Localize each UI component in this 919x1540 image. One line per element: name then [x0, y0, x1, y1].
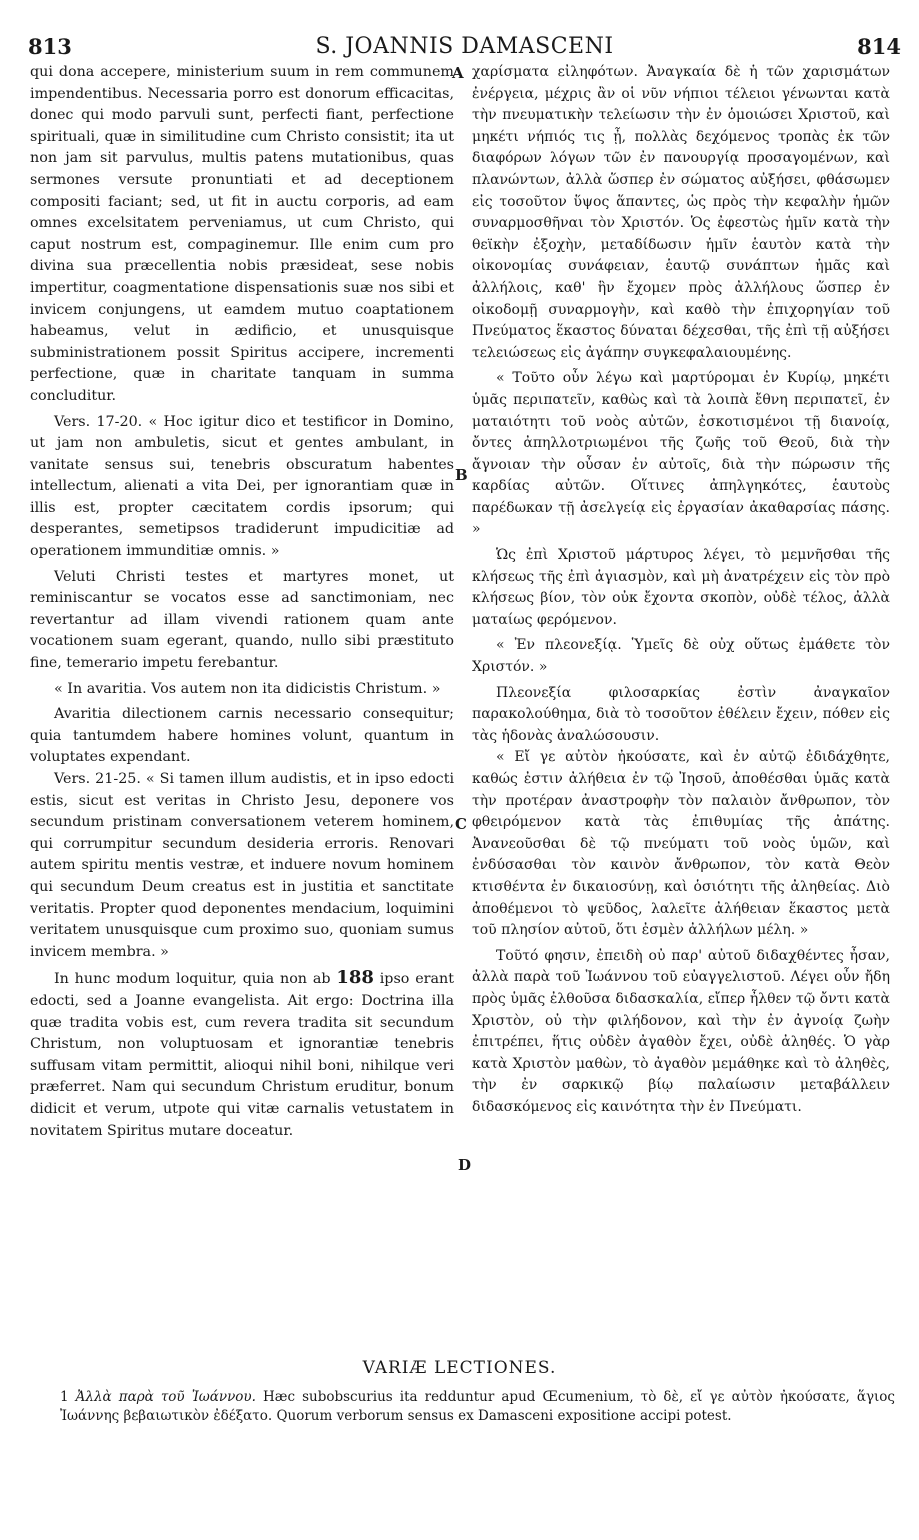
variae-lectiones-note	[60, 1388, 895, 1426]
commentary-text: In hunc modum loquitur, quia non ab	[54, 971, 331, 988]
latin-paragraph	[30, 769, 454, 963]
running-header	[28, 34, 901, 64]
latin-paragraph	[30, 967, 454, 1142]
note-number: 1	[60, 1389, 69, 1405]
greek-paragraph: Ὡς ἐπὶ Χριστοῦ μάρτυρος λέγει, τὸ μεμνῆσθαι τῆς κλήσεως τῆς ἐπὶ ἁγιασμὸν, καὶ μὴ ἀνατρέχειν εἰς τὸν πρὸ κλήσεως βίον, τὸν οὐκ ἔχοντα σκοπὸν, οὐδὲ τέλος, ἀλλὰ ματαίως φερόμενον.	[472, 547, 890, 628]
verse-text: « Hoc igitur dico et testificor in Domino, ut jam non ambuletis, sicut et gentes ambulant, in vanitate sensus sui, tenebris obscuratum habentes intellectum, alienati a vita Dei, per ignorantiam quæ in illis est, propter cæcitatem cordis ipsorum; qui desperantes, semetipsos tradiderunt impudicitiæ ad operationem immunditiæ omnis. »	[30, 413, 454, 560]
running-title: S. JOANNIS DAMASCENI	[315, 34, 614, 59]
verse-reference: Vers. 21-25.	[54, 771, 141, 787]
latin-column	[30, 62, 454, 1142]
commentary-text: ipso erant edocti, sed a Joanne evangelista. Ait ergo: Doctrina illa quæ tradita vobis est, cum revera tradita sit secundum Christum, non voluptuosam et ignorantiæ tenebris suffusam vitam permittit, alioqui nihil boni, nihilque veri præferret. Nam qui secundum Christum eruditur, bonum didicit et verum, utpote qui vitæ carnalis vetustatem in novitatem Spiritus mutare doceatur.	[30, 971, 454, 1139]
latin-paragraph: Avaritia dilectionem carnis necessario consequitur; quia tantumdem habere homines volunt, quantum in voluptates expendant.	[30, 706, 454, 766]
section-marker-a: A	[452, 64, 464, 82]
section-marker-d: D	[458, 1156, 472, 1174]
latin-paragraph: « In avaritia. Vos autem non ita didicistis Christum. »	[54, 680, 441, 697]
note-text: Hæc subobscurius ita redduntur apud Œcumenium, τὸ δὲ, εἴ γε αὐτὸν ἠκούσατε, ἅγιος Ἰωάννης βεβαιωτικὸν ἐδέξατο. Quorum verborum sensus ex Damasceni expositione accipi potest.	[60, 1389, 895, 1424]
page-number-right: 814	[857, 34, 901, 59]
latin-paragraph: qui dona accepere, ministerium suum in rem communem impendentibus. Necessaria porro est donorum efficacitas, donec qui modo parvuli sunt, perfecti fiant, perfectione spirituali, quæ in similitudine cum Christo consistit; ita ut non jam sit parvulus, multis patens mutationibus, quas sermones versute pronuntiati et ad deceptionem compositi faciant; sed, ut fit in auctu corporis, ad eam omnes excelsitatem perveniamus, ut cum Christo, qui caput nostrum est, compaginemur. Ille enim cum pro divina sua præcellentia nobis præsideat, sese nobis impertitur, coagmentatione dispensationis suæ nos sibi et invicem conjungens, ut eamdem mutuo coaptationem habeamus, velut in ædificio, et unusquisque subministrationem possit Spiritus accipere, incrementi perfectione, quæ in charitate tanquam in summa concluditur.	[30, 64, 454, 404]
variae-lectiones-heading: VARIÆ LECTIONES.	[362, 1358, 557, 1378]
verse-text: « Si tamen illum audistis, et in ipso edocti estis, sicut est veritas in Christo Jesu, deponere vos secundum pristinam conversationem veterem hominem, qui corrumpitur secundum desideria erroris. Renovari autem spiritu mentis vestræ, et induere novum hominem qui secundum Deum creatus est in justitia et sanctitate veritatis. Propter quod deponentes mendacium, loquimini veritatem unusquisque cum proximo suo, quoniam sumus invicem membra. »	[30, 771, 455, 960]
column-number: 188	[336, 967, 374, 989]
greek-paragraph: « Τοῦτο οὖν λέγω καὶ μαρτύρομαι ἐν Κυρίῳ, μηκέτι ὑμᾶς περιπατεῖν, καθὼς καὶ τὰ λοιπὰ ἔθνη περιπατεῖ, ἐν ματαιότητι τοῦ νοὸς αὐτῶν, ἐσκοτισμένοι τῇ διανοίᾳ, ὄντες ἀπηλλοτριωμένοι τῆς ζωῆς τοῦ Θεοῦ, διὰ τὴν ἄγνοιαν τὴν οὖσαν ἐν αὐτοῖς, διὰ τὴν πώρωσιν τῆς καρδίας αὐτῶν. Οἵτινες ἀπηλγηκότες, ἑαυτοὺς παρέδωκαν τῇ ἀσελγείᾳ εἰς ἐργασίαν ἀκαθαρσίας πάσης. »	[472, 370, 890, 538]
latin-paragraph: Veluti Christi testes et martyres monet, ut reminiscantur se vocatos esse ad sanctimoniam, nec revertantur ad illam vivendi rationem quam ante vocationem suam egerant, quando, nullo sibi præstituto fine, temerario impetu ferebantur.	[30, 568, 454, 672]
greek-paragraph: « Εἴ γε αὐτὸν ἠκούσατε, καὶ ἐν αὐτῷ ἐδιδάχθητε, καθώς ἐστιν ἀλήθεια ἐν τῷ Ἰησοῦ, ἀποθέσθαι ὑμᾶς κατὰ τὴν προτέραν ἀναστροφὴν τὸν παλαιὸν ἄνθρωπον, τὸν φθειρόμενον κατὰ τὰς ἐπιθυμίας τῆς ἀπάτης. Ἀνανεοῦσθαι δὲ τῷ πνεύματι τοῦ νοὸς ὑμῶν, καὶ ἐνδύσασθαι τὸν καινὸν ἄνθρωπον, τὸν κατὰ Θεὸν κτισθέντα ἐν δικαιοσύνῃ, καὶ ὁσιότητι τῆς ἀληθείας. Διὸ ἀποθέμενοι τὸ ψεῦδος, λαλεῖτε ἀλήθειαν ἕκαστος μετὰ τοῦ πλησίον αὐτοῦ, ὅτι ἐσμὲν ἀλλήλων μέλη. »	[472, 749, 890, 939]
section-marker-b: B	[455, 466, 468, 484]
verse-reference: Vers. 17-20.	[54, 413, 143, 430]
page-number-left: 813	[28, 34, 72, 59]
latin-paragraph	[30, 412, 454, 563]
greek-paragraph: Πλεονεξία φιλοσαρκίας ἐστὶν ἀναγκαῖον παρακολούθημα, διὰ τὸ τοσοῦτον ἐθέλειν ἔχειν, πόθεν εἰς τὰς ἡδονὰς ἀναλώσουσιν.	[472, 684, 890, 744]
section-marker-c: C	[455, 815, 467, 833]
greek-paragraph: χαρίσματα εἰληφότων. Ἀναγκαία δὲ ἡ τῶν χαρισμάτων ἐνέργεια, μέχρις ἂν οἱ νῦν νήπιοι τέλειοι γένωνται κατὰ τὴν πνευματικὴν τελείωσιν τὴν ἐν ὁμοιώσει Χριστοῦ, καὶ μηκέτι νήπιός τις ᾖ, πολλὰς δεχόμενος τροπὰς ἐκ τῶν διαφόρων λόγων τῶν ἐν πανουργίᾳ προσαγομένων, καὶ πλανώντων, ἀλλὰ ὥσπερ ἐν σώματος αὐξήσει, φθάσωμεν εἰς τοσοῦτον ὕψος ἅπαντες, ὡς πρὸς τὴν κεφαλὴν ἡμῶν συναρμοσθῆναι τὸν Χριστόν. Ὁς ἐφεστὼς ἡμῖν κατὰ τὴν θεϊκὴν ἐξοχὴν, μεταδίδωσιν ἡμῖν ἑαυτὸν κατὰ τὴν οἰκονομίας συνάφειαν, ἑαυτῷ συνάπτων ἡμᾶς καὶ ἀλλήλοις, καθ' ἣν ἔχομεν πρὸς ἀλλήλους ὥσπερ ἐν οἰκοδομῇ συναρμογὴν, καὶ καθὸ τὴν ἐπιχορηγίαν τοῦ Πνεύματος ἕκαστος δύναται δέχεσθαι, τῆς ἐπὶ τῇ αὐξήσει τελειώσεως εἰς ἀγάπην συγκεφαλαιουμένης.	[472, 64, 890, 361]
greek-column	[472, 62, 890, 1119]
note-lemma: Ἀλλὰ παρὰ τοῦ Ἰωάννου.	[75, 1389, 256, 1405]
greek-paragraph: Τοῦτό φησιν, ἐπειδὴ οὐ παρ' αὐτοῦ διδαχθέντες ἦσαν, ἀλλὰ παρὰ τοῦ Ἰωάννου τοῦ εὐαγγελιστοῦ. Λέγει οὖν ἤδη πρὸς ὑμᾶς ἐλθοῦσα διδασκαλία, εἴπερ ἦλθεν τῷ ὄντι κατὰ Χριστὸν, οὐ τὴν φιλήδονον, καὶ τὴν ἐν ἀγνοίᾳ ζωὴν ἐπιτρέπει, ἥτις οὐδὲν ἀγαθὸν ἔχει, οὐδὲ ἀληθές. Ὁ γὰρ κατὰ Χριστὸν μαθὼν, τὸ ἀγαθὸν μεμάθηκε καὶ τὸ ἀληθὲς, τὴν ἐν σαρκικῷ βίῳ παλαίωσιν μεταβάλλειν διδασκόμενος εἰς καινότητα τὴν ἐν Πνεύματι.	[472, 947, 890, 1115]
greek-paragraph: « Ἐν πλεονεξίᾳ. Ὑμεῖς δὲ οὐχ οὕτως ἐμάθετε τὸν Χριστόν. »	[472, 637, 890, 676]
